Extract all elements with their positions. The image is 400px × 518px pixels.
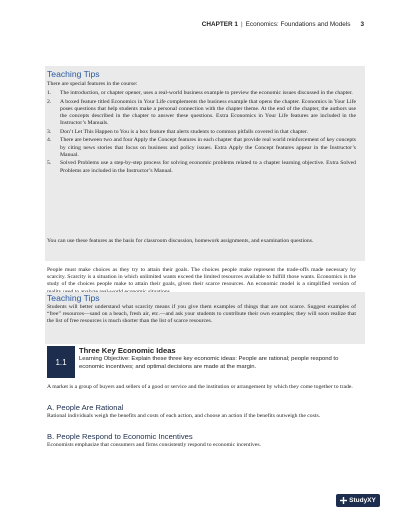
list-item-text: There are between two and four Apply the Concept features in each chapter that provide real world reinforcement of key concepts by citing news stories that focus on business and policy issues. Extra Apply the Concept features appear in the Instructor’s Manual. bbox=[60, 137, 356, 158]
logo-text: StudyXY bbox=[349, 497, 376, 504]
section-number-badge: 1.1 bbox=[47, 346, 75, 378]
list-item bbox=[47, 137, 356, 159]
list-item-text: A boxed feature titled Economics in Your Life complements the business example that opens the chapter. Economics in Your Life poses questions that help students make a personal connection with the chapter theme. At the end of the chapter, the authors use the concepts described in the chapter to answer these questions. Extra Economics in Your Life features are included in the Instructor’s Manuals. bbox=[60, 98, 356, 127]
page-number: 3 bbox=[360, 21, 364, 28]
plus-icon bbox=[340, 497, 347, 504]
subsection-b-heading: B. People Respond to Economic Incentives bbox=[47, 432, 193, 441]
section-header bbox=[47, 346, 356, 378]
subsection-a-heading: A. People Are Rational bbox=[47, 403, 124, 412]
list-item-number: 1. bbox=[47, 90, 52, 96]
list-item-number: 2. bbox=[47, 98, 52, 105]
list-item-number: 3. bbox=[47, 128, 52, 135]
list-item bbox=[47, 99, 356, 128]
list-item-number: 5. bbox=[47, 160, 52, 167]
list-item-text: Don’t Let This Happen to You is a box feature that alerts students to common pitfalls covered in that chapter. bbox=[60, 128, 308, 135]
header-separator: | bbox=[240, 21, 243, 28]
studyxy-logo bbox=[336, 494, 380, 507]
list-item-number: 4. bbox=[47, 137, 52, 144]
teaching-tips-body-2: Students will better understand what scarcity means if you give them examples of things that are not scarce. Suggest examples of “free” resources—sand on a beach, fresh air, etc.—and ask your students to contribute their own examples; they will soon realize that the list of free resources is much shorter than the list of scarce resources. bbox=[47, 304, 356, 325]
running-header bbox=[202, 21, 364, 28]
list-item bbox=[47, 90, 356, 97]
chapter-title: Economics: Foundations and Models bbox=[245, 21, 351, 28]
teaching-tips-heading-1: Teaching Tips bbox=[47, 69, 100, 79]
list-item bbox=[47, 160, 356, 174]
subsection-a-body: Rational individuals weigh the benefits and costs of each action, and choose an action if the benefits outweigh the costs. bbox=[47, 413, 321, 419]
teaching-tips-closing: You can use these features as the basis for classroom discussion, homework assignments, and examination questions. bbox=[47, 238, 314, 244]
choices-paragraph: People must make choices as they try to attain their goals. The choices people make represent the trade-offs made necessary by scarcity. Scarcity is a situation in which unlimited wants exceed the limited resources available to fulfill those wants. Economics is the study of the choices people make to attain their goals, given their scarce resources. An economic model is a simplified version of bbox=[47, 267, 356, 288]
list-item bbox=[47, 129, 356, 136]
teaching-tips-heading-2: Teaching Tips bbox=[47, 293, 100, 303]
subsection-b-body: Economists emphasize that consumers and firms consistently respond to economic incentives. bbox=[47, 442, 262, 448]
list-item-text: Solved Problems use a step-by-step process for solving economic problems related to a chapter learning objective. Extra Solved Problems are included in the Instructor’s Manual. bbox=[60, 160, 356, 174]
learning-objective: Learning Objective: Explain these three key economic ideas: People are rational; people respond to economic incentives; and optimal decisions are made at the margin. bbox=[79, 356, 339, 370]
section-title: Three Key Economic Ideas bbox=[79, 346, 176, 355]
list-item-text: The introduction, or chapter opener, uses a real-world business example to preview the economic issues discussed in the chapter. bbox=[60, 90, 353, 96]
teaching-tips-list bbox=[47, 90, 356, 176]
chapter-label: CHAPTER 1 bbox=[201, 21, 238, 28]
teaching-tips-intro: There are special features in the course: bbox=[47, 81, 138, 87]
market-definition: A market is a group of buyers and sellers of a good or service and the institution or arrangement by which they come together to trade. bbox=[47, 384, 353, 390]
